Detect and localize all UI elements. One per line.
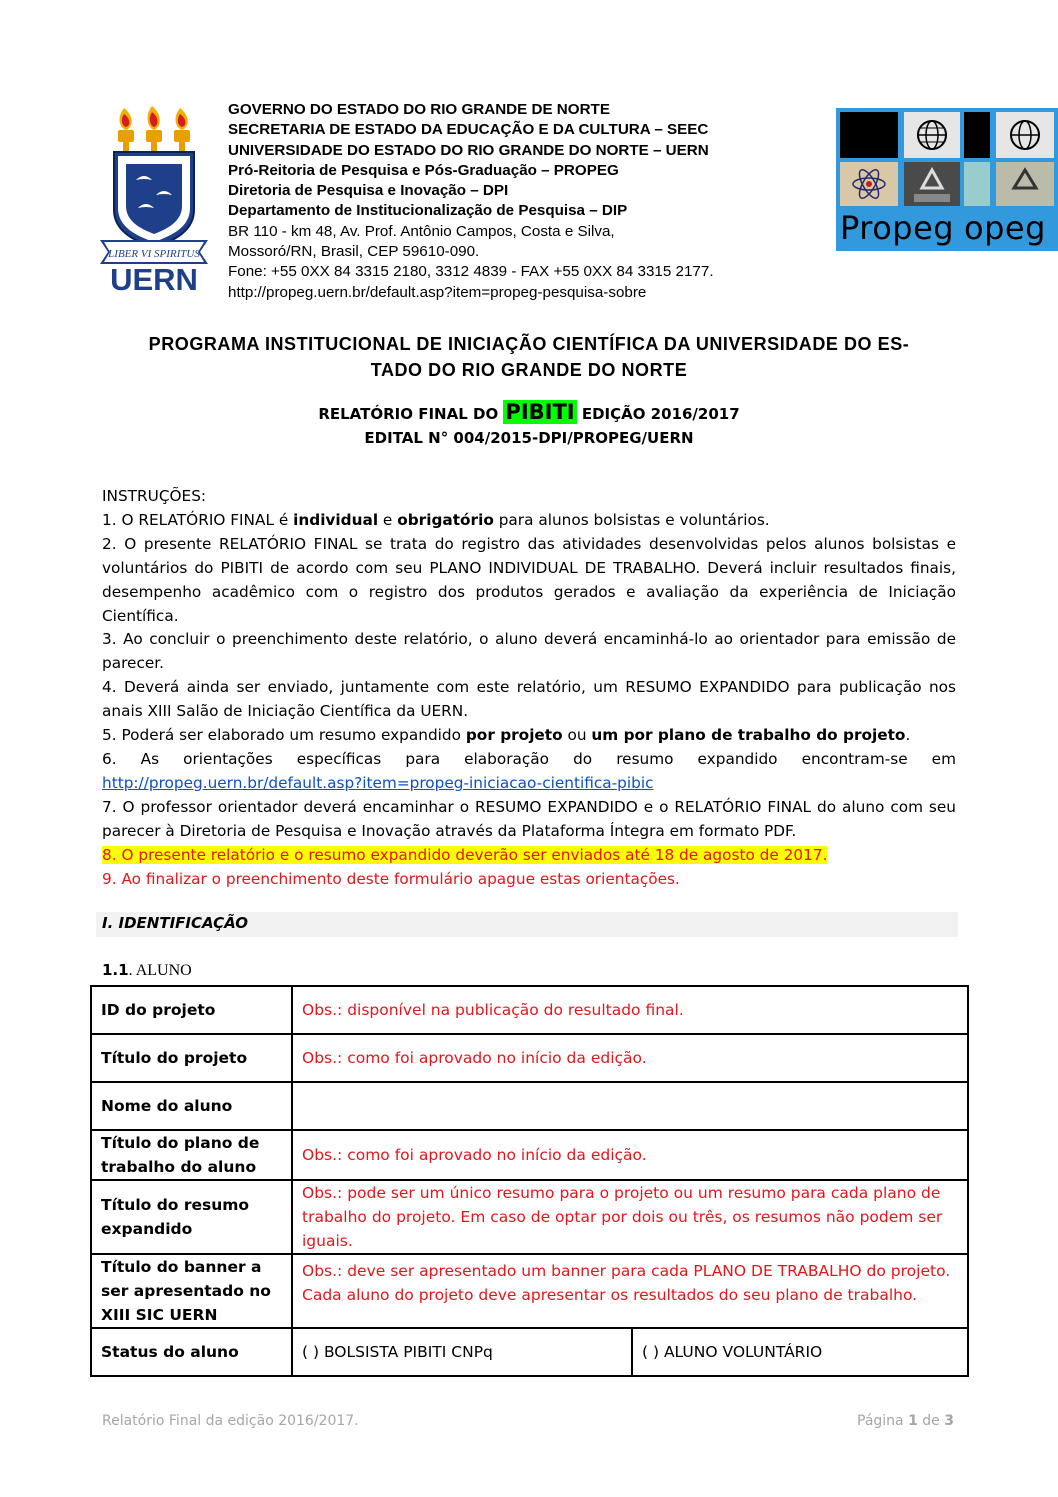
table-row <box>91 986 968 1034</box>
header-line: GOVERNO DO ESTADO DO RIO GRANDE DE NORTE <box>228 101 610 118</box>
instruction-item-deadline: 8. O presente relatório e o resumo expandido deverão ser enviados até 18 de agosto de 2017. <box>102 845 828 864</box>
row-label: Título do plano de trabalho do aluno <box>91 1130 292 1180</box>
uern-logo-text: UERN <box>110 262 198 295</box>
header-line: UNIVERSIDADE DO ESTADO DO RIO GRANDE DO NORTE – UERN <box>228 141 709 159</box>
recycle-icon <box>904 162 960 206</box>
instruction-item: 6. As orientações específicas para elaboração do resumo expandido encontram-se em <box>102 749 956 768</box>
row-value[interactable]: Obs.: como foi aprovado no início da edição. <box>292 1130 968 1180</box>
table-row-status <box>91 1328 968 1376</box>
footer-left: Relatório Final da edição 2016/2017. <box>102 1413 359 1429</box>
report-title-suffix: EDIÇÃO 2016/2017 <box>576 405 740 423</box>
row-value[interactable] <box>292 1082 968 1130</box>
edital-line: EDITAL N° 004/2015-DPI/PROPEG/UERN <box>364 429 694 447</box>
program-title-line: TADO DO RIO GRANDE DO NORTE <box>370 360 688 380</box>
uern-logo <box>96 100 212 295</box>
status-option-bolsista[interactable]: ( ) BOLSISTA PIBITI CNPq <box>292 1328 632 1376</box>
row-value[interactable]: Obs.: deve ser apresentado um banner para cada PLANO DE TRABALHO do projeto. Cada aluno do projeto deve apresentar os resultados do seu plano de trabalho. <box>292 1254 968 1328</box>
header-line: Fone: +55 0XX 84 3315 2180, 3312 4839 - FAX +55 0XX 84 3315 2177. <box>228 263 714 281</box>
header-address-block <box>228 100 828 303</box>
page-number: Página 1 de 3 <box>857 1413 954 1429</box>
instruction-link-line <box>102 772 956 796</box>
subsection-heading: 1.1. ALUNO <box>102 961 192 979</box>
atom-icon <box>840 162 898 206</box>
instruction-item: 1. O RELATÓRIO FINAL é individual e obrigatório para alunos bolsistas e voluntários. <box>102 510 770 529</box>
propeg-logo <box>836 108 1058 251</box>
row-label: Título do resumo expandido <box>91 1180 292 1254</box>
row-label: Título do banner a ser apresentado no XIII SIC UERN <box>91 1254 292 1328</box>
row-value[interactable]: Obs.: como foi aprovado no início da edição. <box>292 1034 968 1082</box>
program-title-line: PROGRAMA INSTITUCIONAL DE INICIAÇÃO CIENTÍFICA DA UNIVERSIDADE DO ES- <box>148 334 910 354</box>
instruction-item: 3. Ao concluir o preenchimento deste relatório, o aluno deverá encaminhá-lo ao orientador para emissão de parecer. <box>102 630 956 673</box>
row-value[interactable]: Obs.: pode ser um único resumo para o projeto ou um resumo para cada plano de trabalho do projeto. Em caso de optar por dois ou três, os resumos não podem ser iguais. <box>292 1180 968 1254</box>
table-row <box>91 1254 968 1328</box>
uern-motto: LIBER VI SPIRITUS <box>108 248 200 260</box>
header-line: Diretoria de Pesquisa e Inovação – DPI <box>228 182 509 200</box>
row-label: Título do projeto <box>91 1034 292 1082</box>
propeg-logo-text: opeg <box>964 209 1046 247</box>
pibiti-highlight: PIBITI <box>505 400 575 424</box>
header-line: Pró-Reitoria de Pesquisa e Pós-Graduação – PROPEG <box>228 161 619 179</box>
table-row <box>91 1180 968 1254</box>
program-title <box>96 331 962 383</box>
instruction-item: 7. O professor orientador deverá encaminhar o RESUMO EXPANDIDO e o RELATÓRIO FINAL do aluno com seu parecer à Diretoria de Pesquisa e Inovação através da Plataforma Íntegra em formato PDF. <box>102 797 956 840</box>
instructions-heading: INSTRUÇÕES: <box>102 487 207 505</box>
instruction-item: 5. Poderá ser elaborado um resumo expandido por projeto ou um por plano de trabalho do projeto. <box>102 726 911 745</box>
report-title-prefix: RELATÓRIO FINAL DO <box>318 405 504 423</box>
instructions-block <box>102 485 956 891</box>
table-row <box>91 1130 968 1180</box>
header-line: Departamento de Institucionalização de Pesquisa – DIP <box>228 202 628 220</box>
row-label: Nome do aluno <box>91 1082 292 1130</box>
report-title <box>96 400 962 450</box>
table-row <box>91 1034 968 1082</box>
row-label: ID do projeto <box>91 986 292 1034</box>
row-label: Status do aluno <box>91 1328 292 1376</box>
instruction-item: 4. Deverá ainda ser enviado, juntamente com este relatório, um RESUMO EXPANDIDO para publicação nos anais XIII Salão de Iniciação Científica da UERN. <box>102 678 956 721</box>
header-url: http://propeg.uern.br/default.asp?item=propeg-pesquisa-sobre <box>228 283 647 301</box>
status-option-voluntario[interactable]: ( ) ALUNO VOLUNTÁRIO <box>632 1328 968 1376</box>
header-line: Mossoró/RN, Brasil, CEP 59610-090. <box>228 243 480 261</box>
instruction-item-warning: 9. Ao finalizar o preenchimento deste formulário apague estas orientações. <box>102 869 680 888</box>
recycle-icon <box>996 162 1054 206</box>
row-value[interactable]: Obs.: disponível na publicação do resultado final. <box>292 986 968 1034</box>
section-identificacao <box>96 912 958 937</box>
propeg-logo-text: Propeg <box>840 209 955 247</box>
header-line: BR 110 - km 48, Av. Prof. Antônio Campos, Costa e Silva, <box>228 222 615 240</box>
section-title: I. IDENTIFICAÇÃO <box>102 914 249 932</box>
table-row <box>91 1082 968 1130</box>
instruction-item: 2. O presente RELATÓRIO FINAL se trata do registro das atividades desenvolvidas pelos alunos bolsistas e voluntários do PIBITI de acordo com seu PLANO INDIVIDUAL DE TRABALHO. Deverá incluir resultados finais, desempenho acadêmico com o registro dos produtos gerados e avaliação da experiência de Iniciação Científica. <box>102 534 956 625</box>
header-line: SECRETARIA DE ESTADO DA EDUCAÇÃO E DA CULTURA – SEEC <box>228 121 709 139</box>
pibic-link[interactable]: http://propeg.uern.br/default.asp?item=propeg-iniciacao-cientifica-pibic <box>102 773 654 792</box>
identification-table <box>90 985 969 1377</box>
globe-icon <box>904 112 960 158</box>
globe-icon <box>996 112 1054 158</box>
